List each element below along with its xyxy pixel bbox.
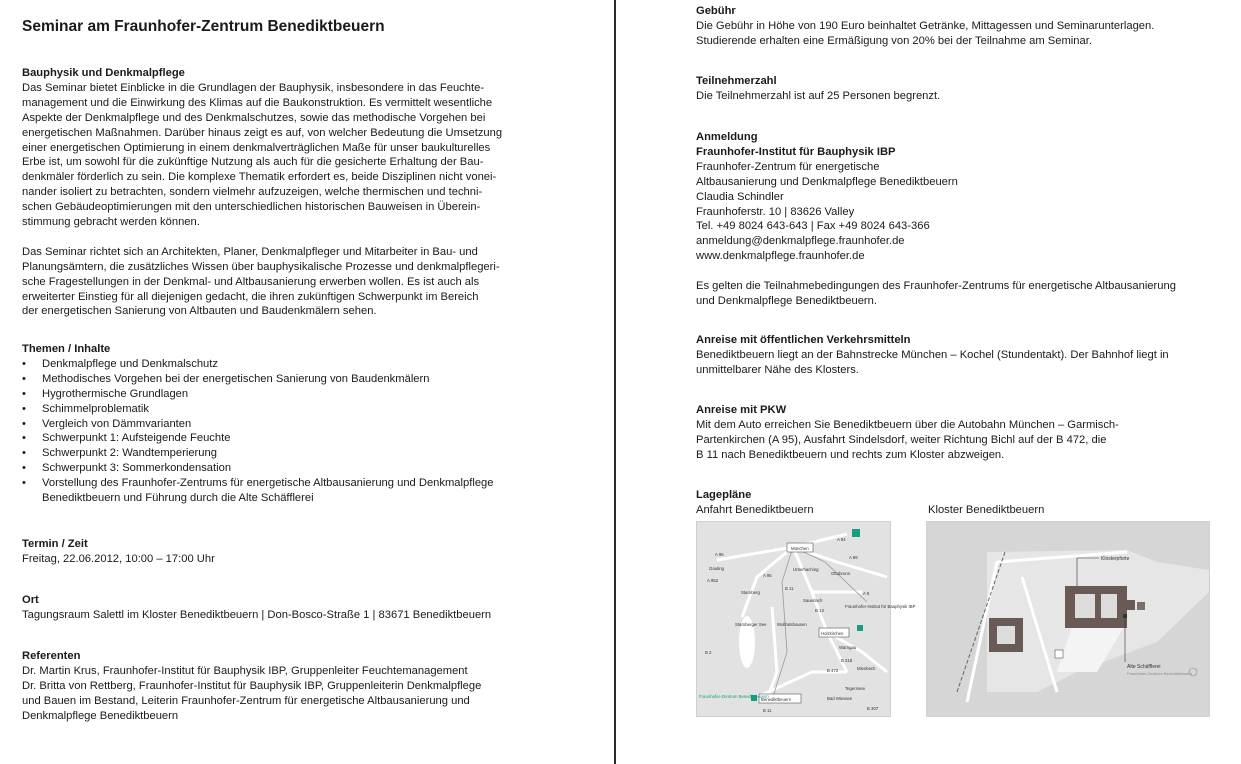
heading-themen: Themen / Inhalte <box>22 343 111 355</box>
referenten-text: Dr. Martin Krus, Fraunhofer-Institut für Bauphysik IBP, Gruppenleiter Feuchtemanagement Dr. Britta von Rettberg, Fraunhofer-Institut für Bauphysik IBP, Gruppenleiterin Denkmalpflege und Bauen im Bestand, Leiterin Fraunhofer-Zentrum für energetische Altbausanierung und Denkmalpflege Benediktbeuern <box>22 664 482 722</box>
svg-text:Miesbach: Miesbach <box>857 666 876 671</box>
svg-text:Holzkirchen: Holzkirchen <box>821 631 844 636</box>
svg-text:B 472: B 472 <box>827 668 839 673</box>
svg-text:Starnberg: Starnberg <box>741 590 760 595</box>
teilnehmerzahl-text: Die Teilnehmerzahl ist auf 25 Personen begrenzt. <box>696 89 941 102</box>
list-item: • Methodisches Vorgehen bei der energetischen Sanierung von Baudenkmälern <box>22 372 542 387</box>
map-kloster-graphic <box>927 522 1209 716</box>
list-item: • Schimmelproblematik <box>22 402 542 417</box>
section-oepnv <box>696 333 1221 378</box>
heading-teilnehmerzahl: Teilnehmerzahl <box>696 75 777 87</box>
heading-gebuehr: Gebühr <box>696 5 736 17</box>
section-gebuehr <box>696 4 1221 49</box>
svg-text:Alte Schäfflerei: Alte Schäfflerei <box>1127 664 1161 670</box>
svg-text:Benediktbeuern: Benediktbeuern <box>761 697 792 702</box>
heading-referenten: Referenten <box>22 650 81 662</box>
svg-text:A 95: A 95 <box>763 573 772 578</box>
list-item: • Denkmalpflege und Denkmalschutz <box>22 357 542 372</box>
svg-text:München: München <box>791 546 809 551</box>
svg-text:Klosterpforte: Klosterpforte <box>1101 556 1130 562</box>
north-arrow-icon <box>852 529 860 537</box>
map2-caption: Kloster Benediktbeuern <box>928 503 1045 516</box>
map-anfahrt-graphic <box>697 522 916 716</box>
page-divider <box>614 0 616 764</box>
svg-text:A 8: A 8 <box>863 591 870 596</box>
list-item: • Schwerpunkt 3: Sommerkondensation <box>22 461 542 476</box>
svg-text:B 11: B 11 <box>785 586 794 591</box>
gebuehr-text: Die Gebühr in Höhe von 190 Euro beinhaltet Getränke, Mittagessen und Seminarunterlagen. Studierende erhalten eine Ermäßigung von 20% bei der Teilnahme am Seminar. <box>696 19 1155 47</box>
heading-oepnv: Anreise mit öffentlichen Verkehrsmitteln <box>696 334 911 346</box>
list-item: • Hygrothermische Grundlagen <box>22 387 542 402</box>
heading-pkw: Anreise mit PKW <box>696 404 787 416</box>
anmeldung-conditions: Es gelten die Teilnahmebedingungen des Fraunhofer-Zentrums für energetische Altbausanierung und Denkmalpflege Benediktbeuern. <box>696 280 1176 307</box>
bauphysik-paragraph-2: Das Seminar richtet sich an Architekten, Planer, Denkmalpfleger und Mitarbeiter in Bau- und Planungsämtern, die zusätzliches Wissen über bauphysikalische Prozesse und denkmalpflegeri- sche Fragestellungen in der Denkmal- und Altbausanierung erwerben wollen. Es ist auch als erweiterter Einstieg für all diejenigen gedacht, die ihren zukünftigen Schwerpunkt im Bereich der energetischen Sanierung von Altbauten und Baudenkmälern sehen. <box>22 245 500 318</box>
list-item: • Schwerpunkt 1: Aufsteigende Feuchte <box>22 431 542 446</box>
oepnv-text: Benediktbeuern liegt an der Bahnstrecke München – Kochel (Stundentakt). Der Bahnhof liegt in unmittelbarer Nähe des Klosters. <box>696 348 1169 376</box>
section-pkw <box>696 403 1221 463</box>
heading-ort: Ort <box>22 594 39 606</box>
section-anmeldung <box>696 130 1221 309</box>
svg-text:B 307: B 307 <box>867 706 879 711</box>
section-bauphysik <box>22 66 542 319</box>
section-themen <box>22 342 542 506</box>
section-ort <box>22 593 542 623</box>
anmeldung-address: Fraunhofer-Zentrum für energetische Altbausanierung und Denkmalpflege Benediktbeuern Claudia Schindler Fraunhoferstr. 10 | 83626 Valley Tel. +49 8024 643-643 | Fax +49 8024 643-366 anmeldung@denkmalpflege.fraunhofer.de www.denkmalpflege.fraunhofer.de <box>696 160 958 263</box>
list-item: • Schwerpunkt 2: Wandtemperierung <box>22 446 542 461</box>
svg-text:Starnberger See: Starnberger See <box>735 622 767 627</box>
section-lageplaene <box>696 488 1221 518</box>
heading-bauphysik: Bauphysik und Denkmalpflege <box>22 67 185 79</box>
anmeldung-institute: Fraunhofer-Institut für Bauphysik IBP <box>696 145 896 158</box>
map-kloster <box>926 521 1210 717</box>
svg-text:Tegernsee: Tegernsee <box>845 686 866 691</box>
svg-text:Wolfratshausen: Wolfratshausen <box>777 622 807 627</box>
anmeldung-email[interactable]: anmeldung@denkmalpflege.fraunhofer.de <box>696 235 905 248</box>
svg-text:B 318: B 318 <box>841 658 853 663</box>
pkw-text: Mit dem Auto erreichen Sie Benediktbeuern über die Autobahn München – Garmisch- Partenkirchen (A 95), Ausfahrt Sindelsdorf, weiter Richtung Bichl auf der B 472, die B 11 nach Benediktbeuern und rechts zum Kloster abzweigen. <box>696 418 1119 461</box>
svg-text:Unterhaching: Unterhaching <box>793 567 819 572</box>
ort-text: Tagungsraum Salettl im Kloster Benediktbeuern | Don-Bosco-Straße 1 | 83671 Benediktbeuern <box>22 608 492 621</box>
section-teilnehmerzahl <box>696 74 1221 104</box>
map1-caption: Anfahrt Benediktbeuern <box>696 503 814 516</box>
svg-text:B 11: B 11 <box>763 708 772 713</box>
page-title: Seminar am Fraunhofer-Zentrum Benediktbeuern <box>22 18 385 35</box>
heading-anmeldung: Anmeldung <box>696 131 758 143</box>
map-anfahrt <box>696 521 916 717</box>
svg-text:Fraunhofer-Zentrum Benediktbeu: Fraunhofer-Zentrum Benediktbeuern <box>699 694 769 699</box>
section-referenten <box>22 649 542 724</box>
svg-text:Gauting: Gauting <box>709 566 725 571</box>
svg-text:A 952: A 952 <box>707 578 718 583</box>
svg-text:B 13: B 13 <box>815 608 824 613</box>
bauphysik-paragraph-1: Das Seminar bietet Einblicke in die Grundlagen der Bauphysik, insbesondere in das Feuchte- management und die Einwirkung des Klimas auf die Baukonstruktion. Es vermittelt wesentliche Aspekte der Denkmalpflege und des Denkmalschutzes, sowie das methodische Vorgehen bei energetischen Maßnahmen. Darüber hinaus zeigt es auf, von welcher Bedeutung die Umsetzung einer energetischen Optimierung in einem denkmalverträglichen Maße für unser baukulturelles Erbe ist, um sowohl für die zukünftige Nutzung als auch für die gesicherte Erhaltung der Bau- denkmäler förderlich zu sein. Die komplexe Thematik erfordert es, beide Disziplinen nicht vonei- nander isoliert zu betrachten, sondern vielmehr aufzuzeigen, welche thermischen und techni- schen Gebäudeoptimierungen mit den unterschiedlichen historischen Bauweisen in Überein- stimmung gebracht werden können. <box>22 81 503 229</box>
parking-icon <box>1055 650 1063 658</box>
themen-list <box>22 357 542 506</box>
svg-text:A 96: A 96 <box>715 552 724 557</box>
svg-text:Warngau: Warngau <box>839 645 857 650</box>
heading-lageplaene: Lagepläne <box>696 489 752 501</box>
anmeldung-website[interactable]: www.denkmalpflege.fraunhofer.de <box>696 250 865 263</box>
svg-text:Ottobrunn: Ottobrunn <box>831 571 851 576</box>
section-termin <box>22 537 542 567</box>
svg-text:Sauerlach: Sauerlach <box>803 598 823 603</box>
svg-text:B 2: B 2 <box>705 650 712 655</box>
svg-text:A 94: A 94 <box>837 537 846 542</box>
building-kloster <box>1065 586 1127 628</box>
svg-text:A 99: A 99 <box>849 555 858 560</box>
heading-termin: Termin / Zeit <box>22 538 88 550</box>
svg-text:Fraunhofer-Institut für Bauphy: Fraunhofer-Institut für Bauphysik IBP <box>845 604 916 609</box>
marker-ibp <box>857 625 863 631</box>
svg-text:Fraunhofer-Zentrum Benediktbeu: Fraunhofer-Zentrum Benediktbeuern <box>1127 671 1192 676</box>
termin-text: Freitag, 22.06.2012, 10:00 – 17:00 Uhr <box>22 552 215 565</box>
svg-text:Bad Wiessee: Bad Wiessee <box>827 696 853 701</box>
list-item: • Vorstellung des Fraunhofer-Zentrums für energetische Altbausanierung und Denkmalpflege Benediktbeuern und Führung durch die Alte Schäfflerei <box>22 476 542 506</box>
list-item: • Vergleich von Dämmvarianten <box>22 417 542 432</box>
